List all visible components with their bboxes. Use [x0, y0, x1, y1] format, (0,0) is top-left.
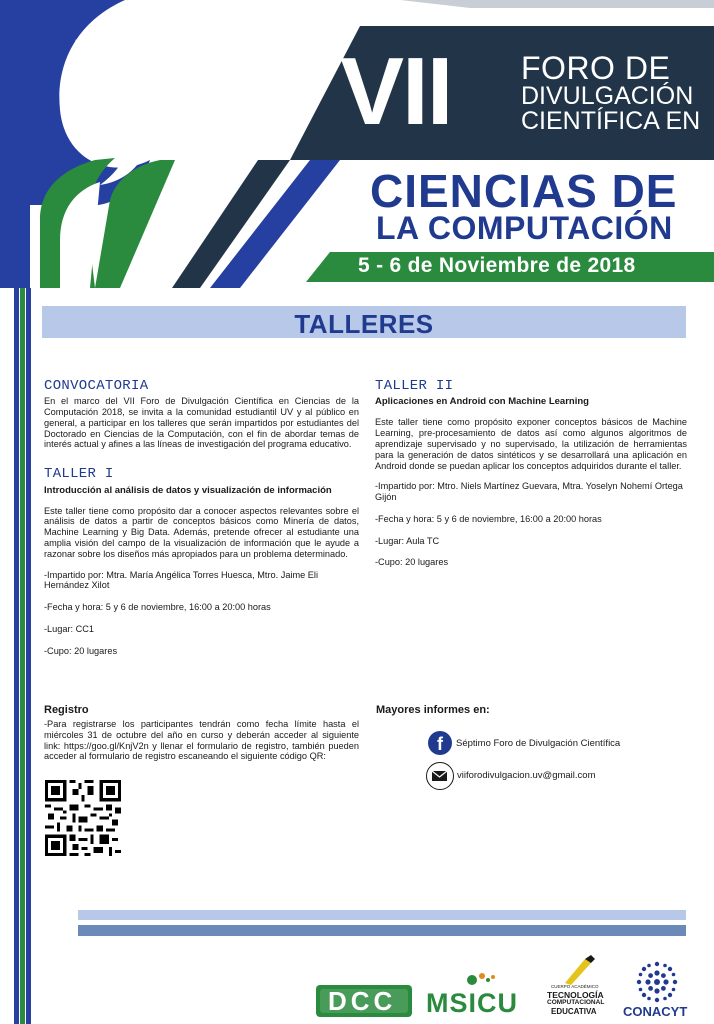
event-date: 5 - 6 de Noviembre de 2018 — [358, 254, 636, 277]
taller1-fecha: -Fecha y hora: 5 y 6 de noviembre, 16:00 a 20:00 horas — [44, 602, 271, 613]
discipline-title-line-2: LA COMPUTACIÓN — [376, 210, 673, 246]
foro-title-line-3: CIENTÍFICA EN — [521, 107, 701, 135]
dcc-logo — [316, 985, 412, 1017]
registro-text: -Para registrarse los participantes tendrán como fecha límite hasta el miércoles 31 de octubre del año en curso y deberán acceder al siguiente link: https://goo.gl/KnjV2n y llenar el formulario de registro, también pueden acceder al formulario de registro escaneando el siguiente código QR: — [44, 719, 359, 762]
cuerpo-academico-line-3: EDUCATIVA — [551, 1007, 597, 1016]
edition-roman-numeral: VII — [340, 38, 452, 145]
taller1-cupo: -Cupo: 20 lugares — [44, 645, 118, 656]
left-stripe-blue-2 — [26, 288, 31, 1024]
cuerpo-academico-line-1: TECNOLOGÍA — [547, 990, 604, 1000]
foro-title-line-2: DIVULGACIÓN — [521, 82, 694, 110]
cuerpo-academico-line-2: COMPUTACIONAL — [547, 999, 605, 1006]
section-title-bar — [42, 306, 686, 338]
taller1-description: Este taller tiene como propósito dar a conocer aspectos relevantes sobre el análisis de datos a partir de conceptos básicos como Minería de datos, Machine Learning y Big Data. Además, pretende ofrecer al estudiante una amplia visión del campo de la visualización de información que le ayude a razonar sobre los diseños más apropiados para un problema determinado. — [44, 505, 359, 559]
cuerpo-academico-label: CUERPO ACADÉMICO — [551, 984, 599, 989]
taller1-impartido: -Impartido por: Mtra. María Angélica Torres Huesca, Mtro. Jaime Eli Hernández Xilot — [44, 569, 319, 591]
taller1-title: TALLER I — [44, 466, 114, 483]
right-column — [375, 378, 687, 579]
left-stripe-blue — [14, 288, 19, 1024]
taller2-lugar: -Lugar: Aula TC — [375, 535, 440, 546]
section-title: TALLERES — [294, 309, 434, 339]
left-stripe-green — [20, 288, 25, 1024]
taller2-cupo: -Cupo: 20 lugares — [375, 557, 449, 568]
registration-qr-code[interactable] — [45, 780, 121, 856]
taller1-lugar: -Lugar: CC1 — [44, 623, 95, 634]
email-link[interactable]: viiforodivulgacion.uv@gmail.com — [457, 770, 596, 781]
taller1-subtitle: Introducción al análisis de datos y visualización de información — [44, 484, 332, 496]
registro-title: Registro — [44, 704, 89, 716]
dcc-logo-text: DCC — [328, 986, 397, 1016]
discipline-title-line-1: CIENCIAS DE — [370, 165, 678, 217]
cuerpo-academico-logo — [545, 955, 611, 1019]
taller2-description: Este taller tiene como propósito exponer conceptos básicos de Machine Learning, pre-procesamiento de datos así como algunos algoritmos de aprendizaje supervisado y no supervisado, la utilización de herramientas para la generación de datos sintéticos y se desarrollará una aplicación en Android donde se puedan aplicar los conceptos adquiridos durante el taller. — [375, 417, 687, 471]
convocatoria-title: CONVOCATORIA — [44, 378, 149, 394]
facebook-icon[interactable]: f — [428, 731, 452, 755]
taller2-impartido: -Impartido por: Mtro. Niels Martínez Guevara, Mtra. Yoselyn Nohemí Ortega Gijón — [375, 481, 683, 503]
header-banner — [0, 0, 714, 288]
informes-title: Mayores informes en: — [376, 704, 490, 716]
conacyt-logo-text: CONACYT — [623, 1004, 688, 1019]
taller2-fecha: -Fecha y hora: 5 y 6 de noviembre, 16:00 a 20:00 horas — [375, 513, 602, 524]
left-column — [44, 378, 359, 667]
facebook-page-link[interactable]: Séptimo Foro de Divulgación Científica — [456, 738, 621, 749]
msicu-logo-text: MSICU — [426, 988, 518, 1018]
taller2-subtitle: Aplicaciones en Android con Machine Learning — [375, 396, 589, 408]
foro-title-line-1: FORO DE — [521, 50, 671, 86]
footer-decorative-bars — [78, 910, 686, 936]
convocatoria-text: En el marco del VII Foro de Divulgación Científica en Ciencias de la Computación 2018, se invita a la comunidad estudiantil UV y al público en general, a participar en los talleres que serán impartidos por estudiantes del Doctorado en Ciencias de la Computación, con el fin de abordar temas de interés actual y afines a las líneas de investigación del programa educativo. — [44, 396, 359, 450]
mail-icon[interactable] — [426, 762, 454, 790]
taller2-title: TALLER II — [375, 378, 454, 394]
msicu-logo — [424, 970, 536, 1020]
conacyt-logo — [622, 960, 692, 1022]
